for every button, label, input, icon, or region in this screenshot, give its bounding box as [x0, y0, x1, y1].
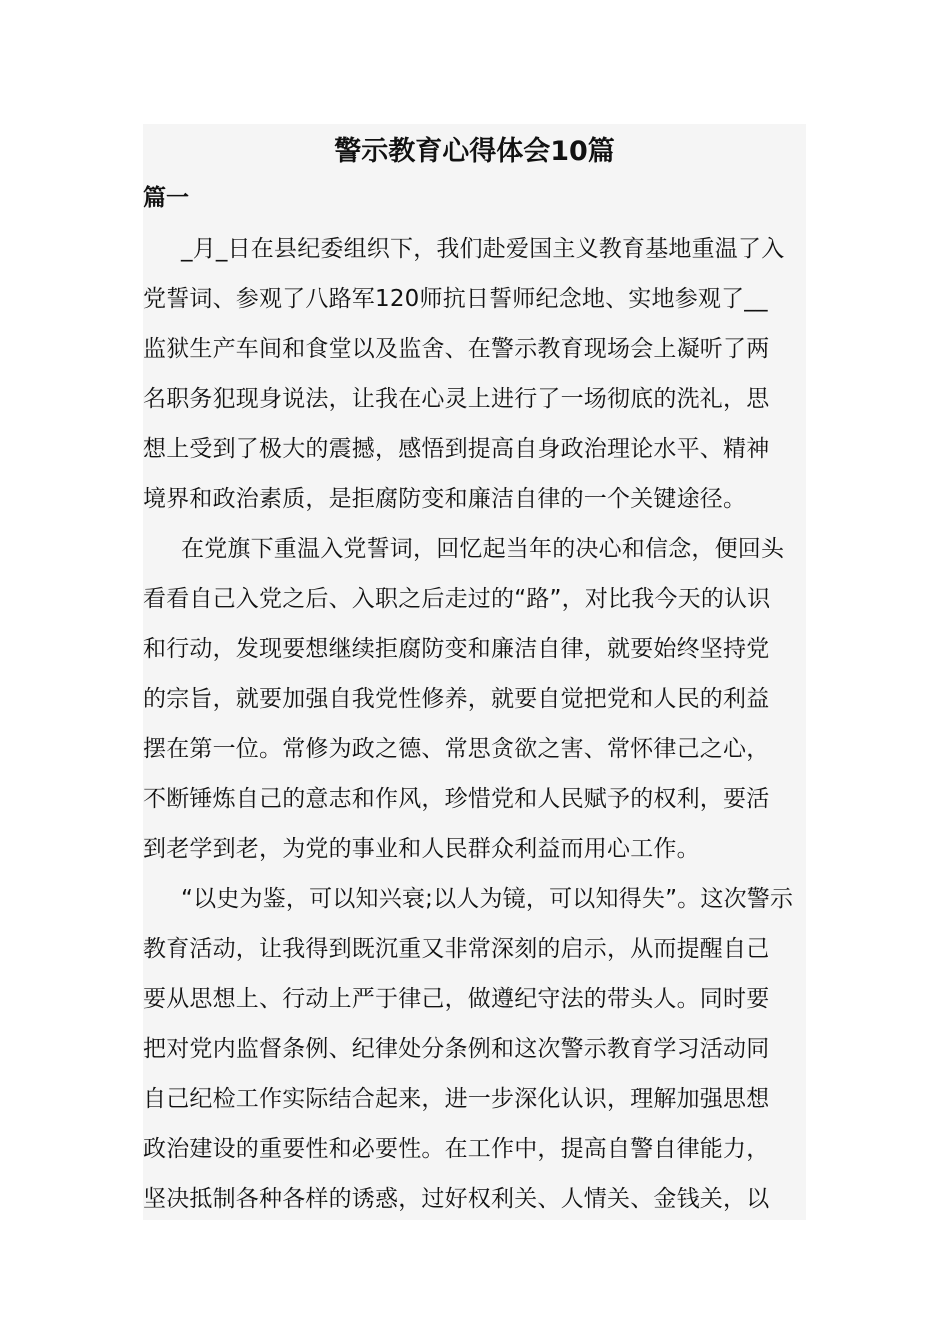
- paragraph-line: 境界和政治素质，是拒腐防变和廉洁自律的一个关键途径。: [143, 486, 747, 512]
- paragraph-line: 要从思想上、行动上严于律己，做遵纪守法的带头人。同时要: [143, 986, 770, 1012]
- paragraph-line: 教育活动，让我得到既沉重又非常深刻的启示，从而提醒自己: [143, 936, 770, 962]
- paragraph-line: 到老学到老，为党的事业和人民群众利益而用心工作。: [143, 836, 700, 862]
- paragraph-line: 的宗旨，就要加强自我党性修养，就要自觉把党和人民的利益: [143, 686, 770, 712]
- paragraph-line: 自己纪检工作实际结合起来，进一步深化认识，理解加强思想: [143, 1086, 770, 1112]
- paragraph-line: 监狱生产车间和食堂以及监舍、在警示教育现场会上凝听了两: [143, 336, 770, 362]
- paragraph-line: 不断锤炼自己的意志和作风，珍惜党和人民赋予的权利，要活: [143, 786, 770, 812]
- paragraph-line: 把对党内监督条例、纪律处分条例和这次警示教育学习活动同: [143, 1036, 770, 1062]
- paragraph-line: “以史为鉴，可以知兴衰;以人为镜，可以知得失”。这次警示: [181, 886, 794, 912]
- document-title: 警示教育心得体会10篇: [334, 136, 615, 167]
- paragraph-line: 看看自己入党之后、入职之后走过的“路”，对比我今天的认识: [143, 586, 771, 612]
- paragraph-line: 和行动，发现要想继续拒腐防变和廉洁自律，就要始终坚持党: [143, 636, 770, 662]
- paragraph-line: 坚决抵制各种各样的诱惑，过好权利关、人情关、金钱关，以: [143, 1186, 770, 1212]
- paragraph-line: 党誓词、参观了八路军120师抗日誓师纪念地、实地参观了__: [143, 286, 768, 312]
- paragraph-line: _月_日在县纪委组织下，我们赴爱国主义教育基地重温了入: [181, 236, 785, 262]
- paragraph-line: 名职务犯现身说法，让我在心灵上进行了一场彻底的洗礼，思: [143, 386, 770, 412]
- section-heading: 篇一: [143, 185, 189, 211]
- paragraph-line: 摆在第一位。常修为政之德、常思贪欲之害、常怀律己之心，: [143, 736, 770, 762]
- paragraph-line: 想上受到了极大的震撼，感悟到提高自身政治理论水平、精神: [143, 436, 770, 462]
- paragraph-line: 政治建设的重要性和必要性。在工作中，提高自警自律能力，: [143, 1136, 770, 1162]
- document-page: [143, 124, 806, 1220]
- paragraph-line: 在党旗下重温入党誓词，回忆起当年的决心和信念，便回头: [181, 536, 785, 562]
